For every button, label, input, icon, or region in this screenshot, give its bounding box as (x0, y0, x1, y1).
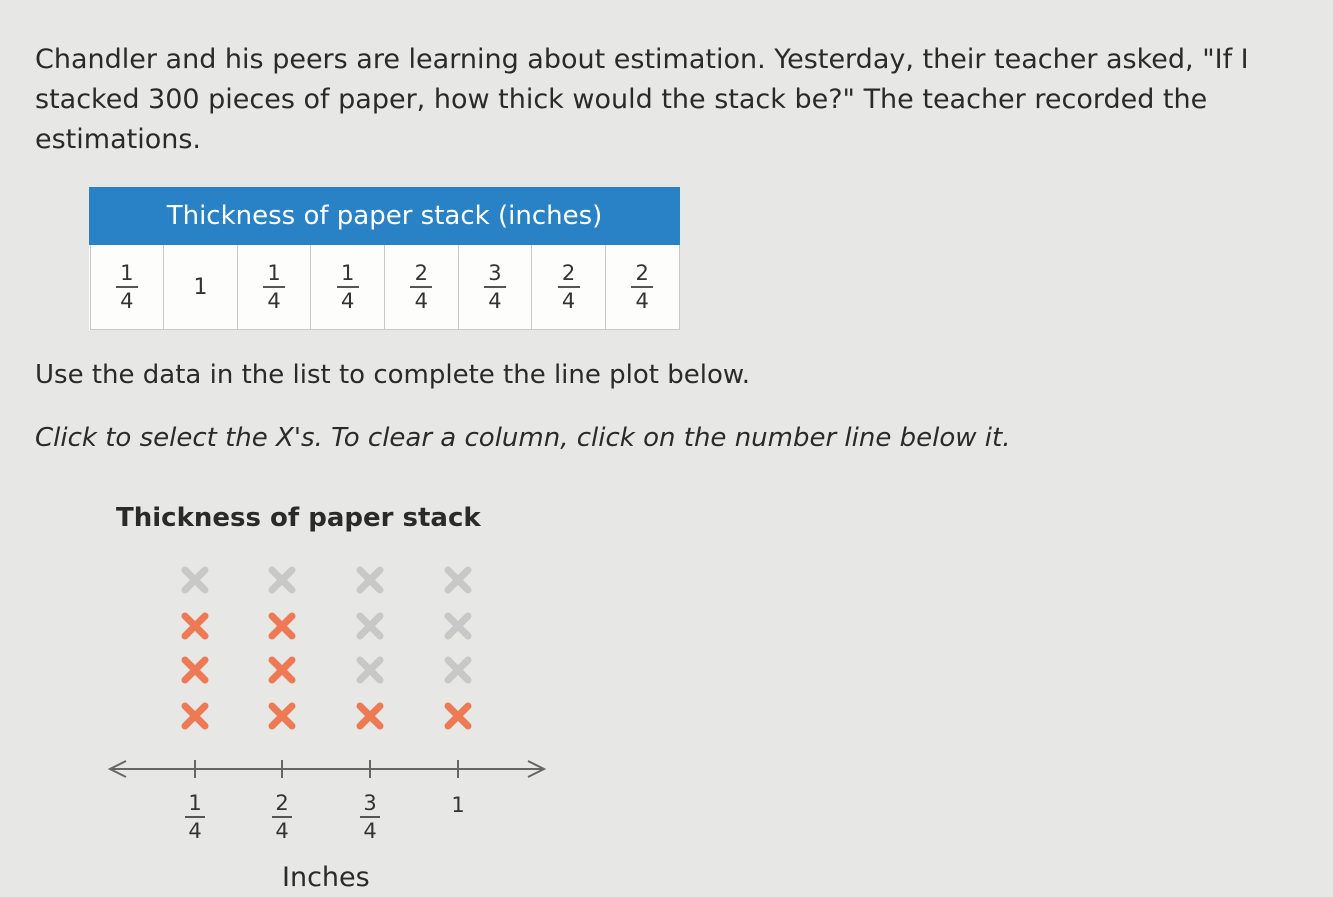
fraction-denominator: 4 (414, 289, 428, 313)
tick-label-numerator: 3 (363, 791, 377, 815)
x-mark[interactable] (360, 660, 380, 680)
x-mark-selected[interactable] (272, 660, 292, 680)
x-axis-label: Inches (282, 862, 370, 893)
fraction-denominator: 4 (267, 289, 281, 313)
x-mark-selected[interactable] (272, 706, 292, 726)
tick-label: 1 (451, 793, 465, 817)
intro-text: Chandler and his peers are learning about estimation. Yesterday, their teacher asked, "If I stacked 300 pieces of paper, how thick would the stack be?" The teacher recorded the estimations. (35, 44, 1249, 155)
fraction-numerator: 1 (341, 261, 355, 285)
x-mark[interactable] (360, 616, 380, 636)
line-plot-title: Thickness of paper stack (116, 503, 481, 533)
x-mark-selected[interactable] (185, 616, 205, 636)
fraction-denominator: 4 (488, 289, 502, 313)
click-instruction-text: Click to select the X's. To clear a column, click on the number line below it. (35, 423, 1011, 453)
x-mark-selected[interactable] (185, 706, 205, 726)
fraction-denominator: 4 (561, 289, 576, 313)
fraction-numerator: 2 (635, 261, 649, 285)
cell-value: 1 (193, 274, 208, 300)
fraction-numerator: 1 (267, 261, 281, 285)
tick-label-denominator: 4 (275, 819, 289, 843)
x-mark[interactable] (448, 660, 468, 680)
tick-label-denominator: 4 (188, 819, 202, 843)
instruction-text: Use the data in the list to complete the line plot below. (35, 360, 751, 390)
tick-label-denominator: 4 (363, 819, 377, 843)
fraction-numerator: 2 (414, 261, 428, 285)
x-mark[interactable] (360, 570, 380, 590)
x-mark[interactable] (448, 570, 468, 590)
x-mark[interactable] (272, 570, 292, 590)
fraction-denominator: 4 (635, 289, 649, 313)
x-mark[interactable] (448, 616, 468, 636)
fraction-denominator: 4 (120, 289, 134, 313)
x-mark-selected[interactable] (448, 706, 468, 726)
fraction-denominator: 4 (341, 289, 355, 313)
tick-label-numerator: 1 (188, 791, 202, 815)
tick-label-numerator: 2 (275, 791, 289, 815)
x-mark[interactable] (185, 570, 205, 590)
x-mark-selected[interactable] (272, 616, 292, 636)
fraction-numerator: 3 (488, 261, 502, 285)
x-mark-selected[interactable] (360, 706, 380, 726)
table-header: Thickness of paper stack (inches) (90, 188, 679, 244)
fraction-numerator: 2 (561, 261, 576, 285)
fraction-numerator: 1 (120, 261, 134, 285)
x-mark-selected[interactable] (185, 660, 205, 680)
